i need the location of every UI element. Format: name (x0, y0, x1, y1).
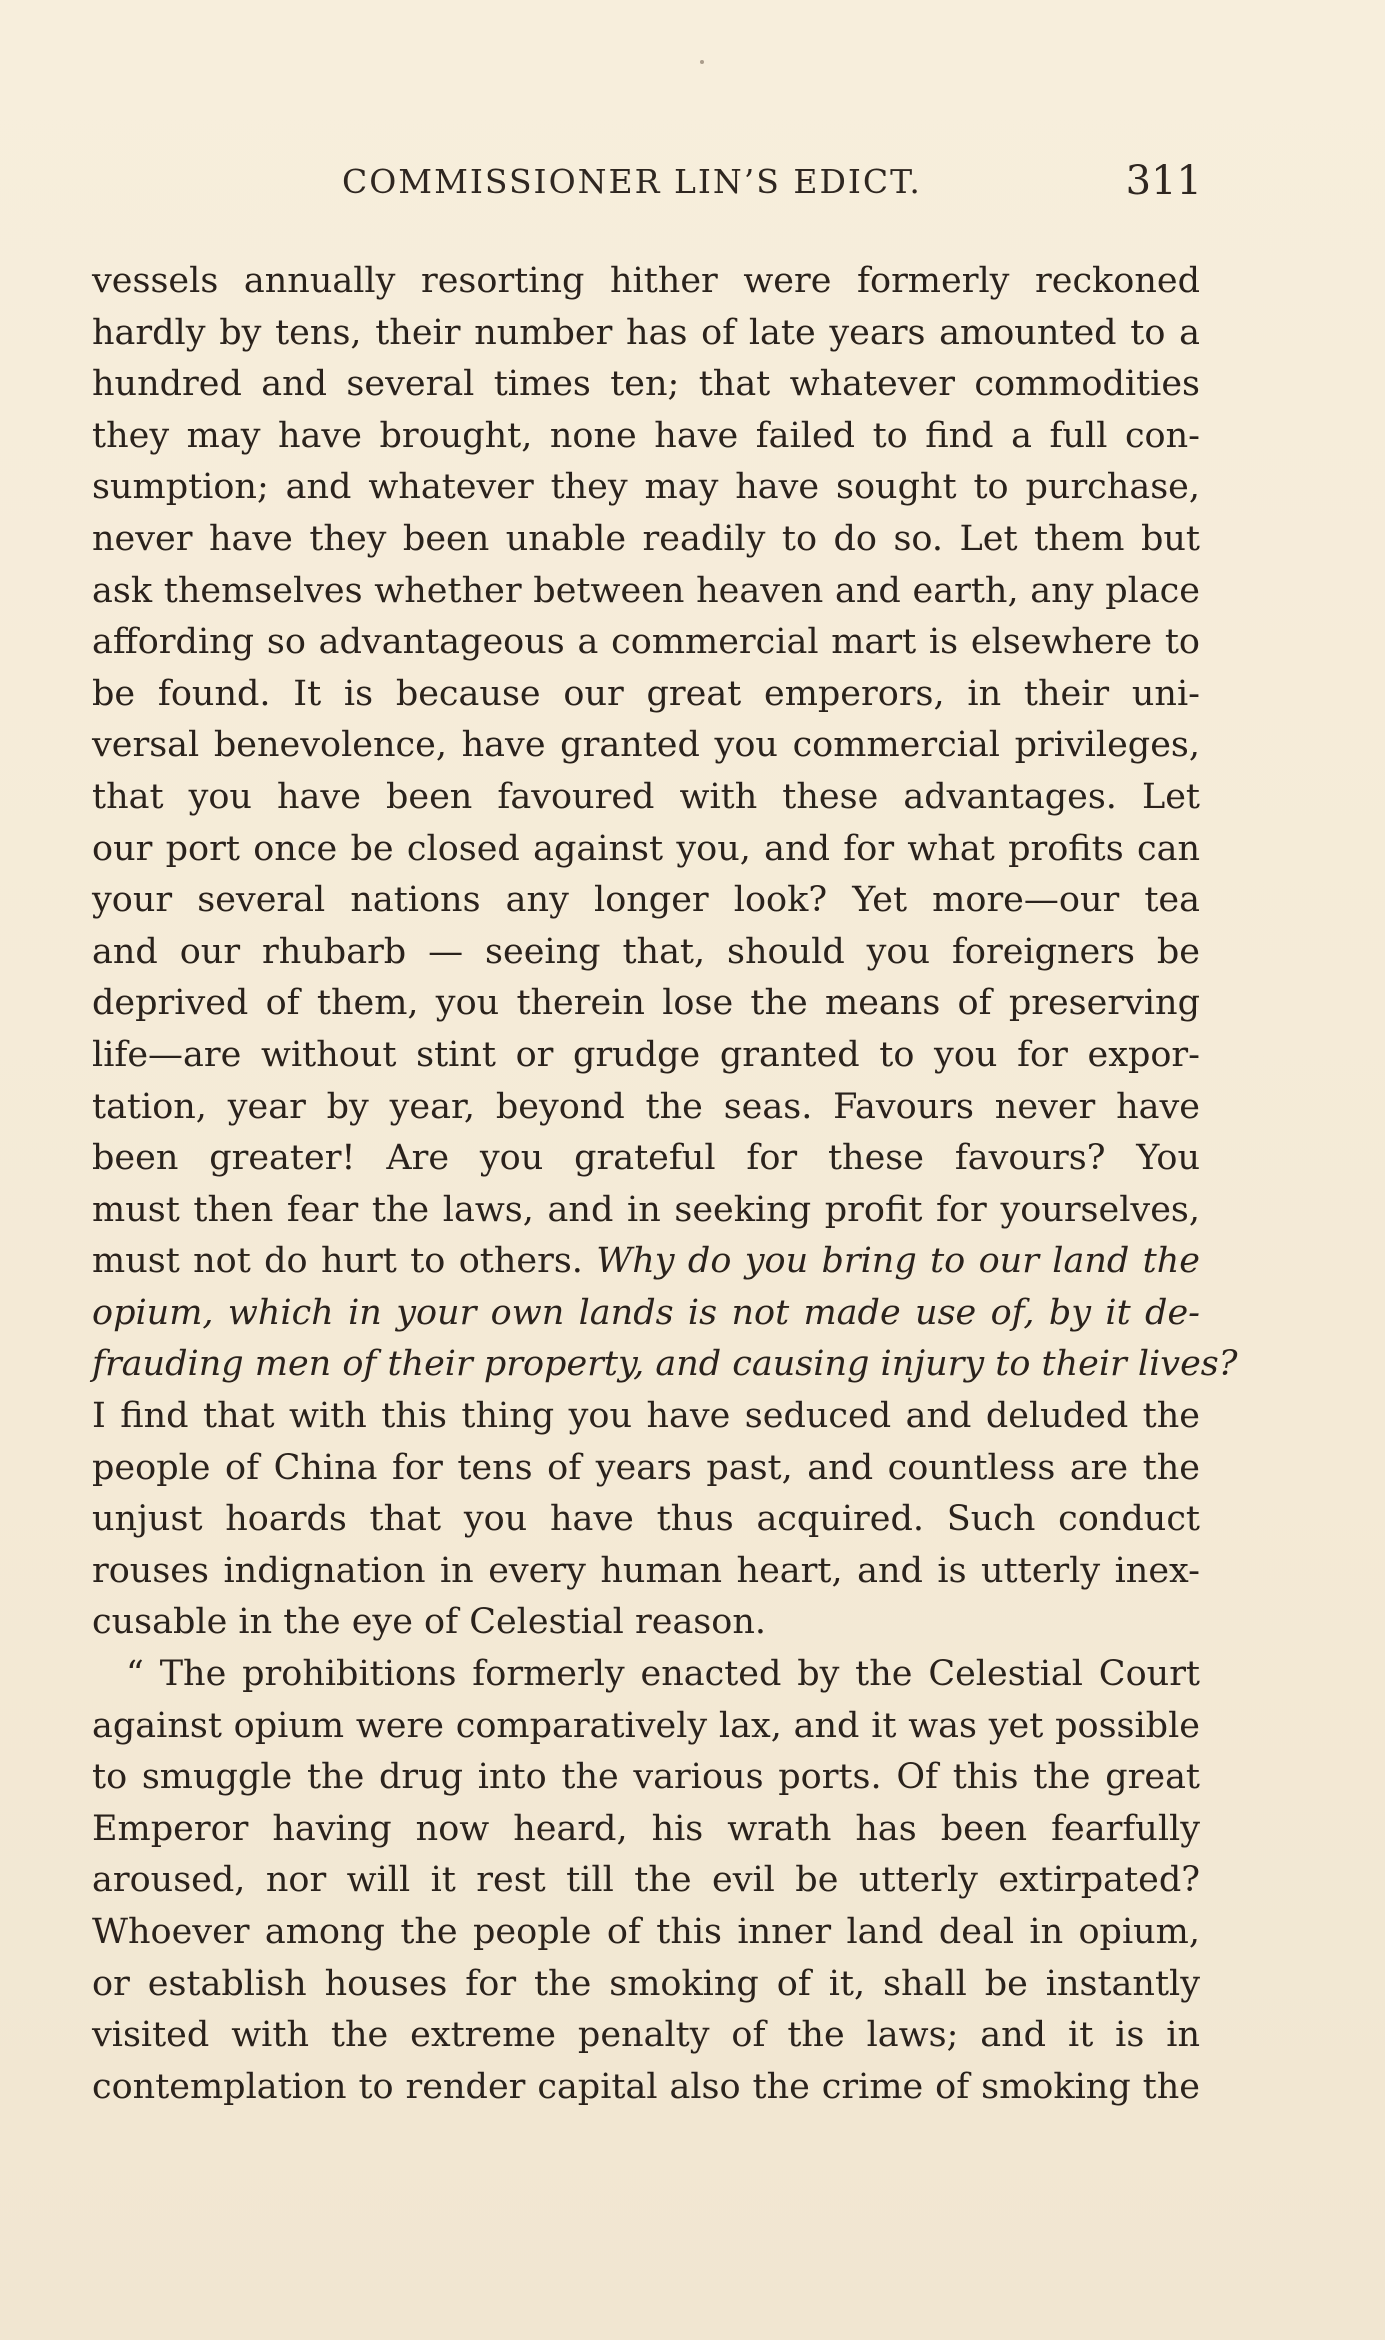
text-line: to smuggle the drug into the various ports. Of this the great (92, 1757, 1200, 1798)
text-line: that you have been favoured with these advantages. Let (92, 776, 1200, 817)
text-line: Whoever among the people of this inner land deal in opium, (92, 1912, 1200, 1952)
text-line: cusable in the eye of Celestial reason. (92, 1602, 767, 1643)
text-segment-roman: must not do hurt to others. (92, 1241, 583, 1282)
text-line-italic: opium, which in your own lands is not made use of, by it de- (92, 1292, 1200, 1333)
text-line: Emperor having now heard, his wrath has been fearfully (92, 1808, 1200, 1849)
text-line: hundred and several times ten; that whatever commodities (92, 364, 1200, 405)
page-speck (700, 60, 704, 64)
text-line: versal benevolence, have granted you commercial privileges, (92, 725, 1200, 766)
text-line: sumption; and whatever they may have sought to purchase, (92, 467, 1200, 508)
text-line: visited with the extreme penalty of the laws; and it is in (92, 2015, 1200, 2056)
text-line: affording so advantageous a commercial mart is elsewhere to (92, 622, 1200, 663)
text-line: hardly by tens, their number has of late years amounted to a (92, 312, 1200, 353)
running-title: COMMISSIONER LIN’S EDICT. (342, 162, 922, 201)
text-line: people of China for tens of years past, and countless are the (92, 1447, 1200, 1488)
running-header (92, 158, 1202, 212)
text-line: against opium were comparatively lax, and it was yet possible (92, 1705, 1200, 1746)
text-line: I find that with this thing you have seduced and deluded the (92, 1396, 1200, 1437)
text-line: be found. It is because our great emperors, in their uni- (92, 673, 1200, 714)
text-line: or establish houses for the smoking of it, shall be instantly (92, 1963, 1200, 2004)
text-line: rouses indignation in every human heart, and is utterly inex- (92, 1550, 1200, 1591)
text-line-italic: frauding men of their property, and causing injury to their lives? (92, 1344, 1238, 1385)
text-line: vessels annually resorting hither were formerly reckoned (92, 261, 1200, 301)
text-line: aroused, nor will it rest till the evil be utterly extirpated? (92, 1860, 1200, 1901)
text-line: contemplation to render capital also the crime of smoking the (92, 2066, 1200, 2107)
text-line: been greater! Are you grateful for these favours? You (92, 1138, 1200, 1179)
text-line: deprived of them, you therein lose the means of preserving (92, 983, 1200, 1024)
text-line: and our rhubarb — seeing that, should you foreigners be (92, 931, 1200, 972)
text-line: must then fear the laws, and in seeking profit for yourselves, (92, 1189, 1200, 1230)
body-text (92, 256, 1238, 2113)
text-line: life—are without stint or grudge granted to you for expor- (92, 1034, 1200, 1075)
text-segment-italic: Why do you bring to our land the (596, 1241, 1200, 1282)
text-line: ask themselves whether between heaven and earth, any place (92, 570, 1200, 611)
text-line: “ The prohibitions formerly enacted by the Celestial Court (126, 1654, 1200, 1695)
text-line: our port once be closed against you, and for what profits can (92, 828, 1200, 869)
text-line: tation, year by year, beyond the seas. Favours never have (92, 1086, 1200, 1127)
text-line: they may have brought, none have failed to find a full con- (92, 415, 1200, 456)
text-line: unjust hoards that you have thus acquired. Such conduct (92, 1499, 1200, 1540)
text-line: never have they been unable readily to do so. Let them but (92, 518, 1200, 559)
page-number: 311 (1125, 158, 1202, 204)
text-line: your several nations any longer look? Yet more—our tea (92, 880, 1200, 921)
text-line-mixed (92, 1236, 1200, 1288)
